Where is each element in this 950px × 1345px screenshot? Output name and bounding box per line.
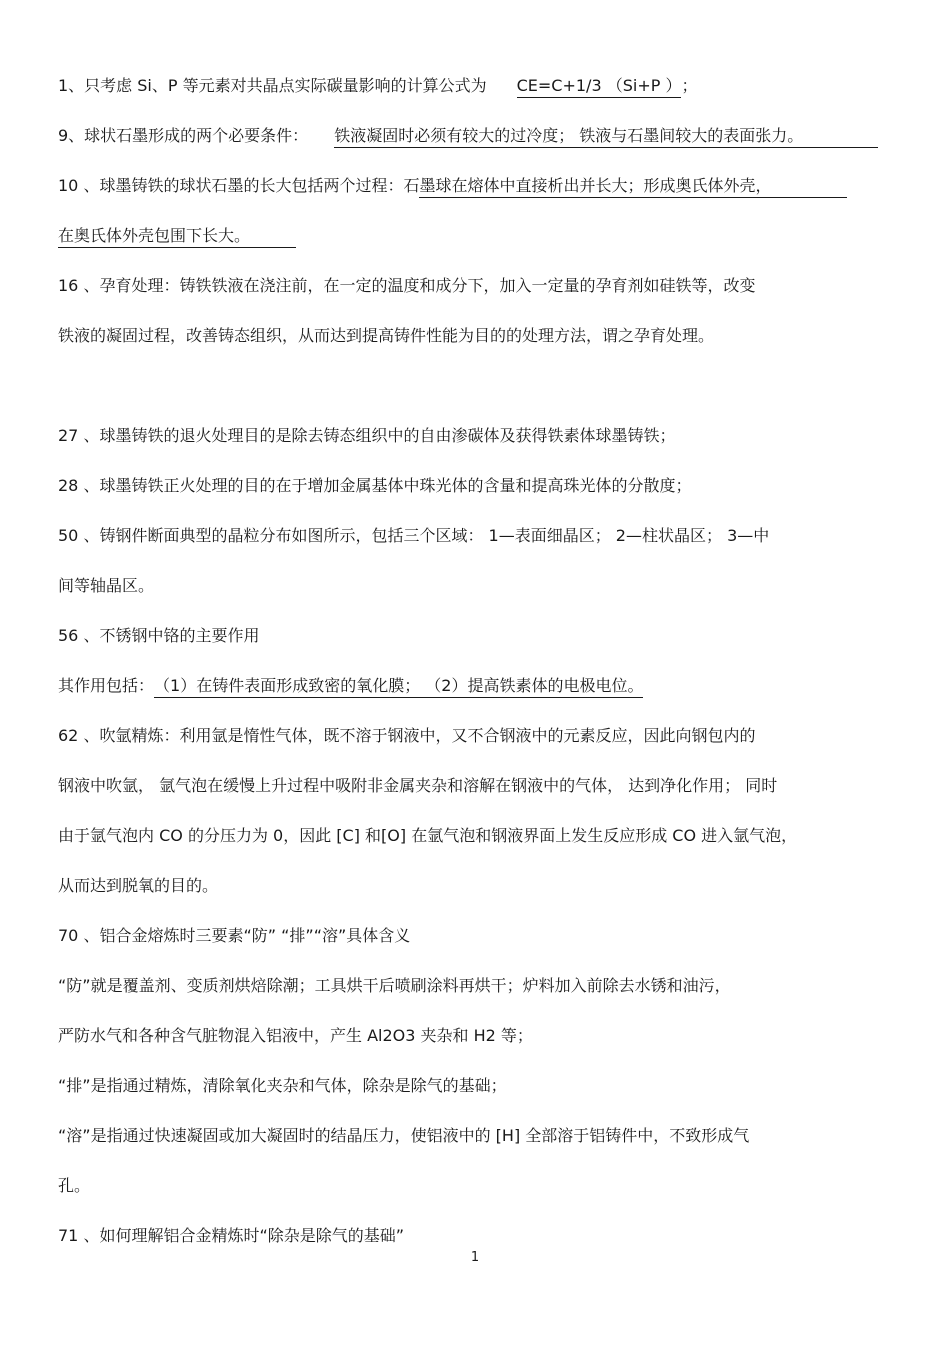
item-10-text: 10 、球墨铸铁的球状石墨的长大包括两个过程：石	[58, 176, 420, 195]
item-56-answer-line	[58, 675, 643, 698]
item-70-fang-line: “防”就是覆盖剂、变质剂烘焙除潮；工具烘干后喷刷涂料再烘干；炉料加入前除去水锈和油污，	[58, 976, 731, 995]
item-56-answer: （1）在铸件表面形成致密的氧化膜； （2）提高铁素体的电极电位。	[154, 676, 643, 698]
item-62-line: 62 、吹氩精炼：利用氩是惰性气体，既不溶于钢液中，又不合钢液中的元素反应，因此向钢包内的	[58, 726, 756, 745]
page-number: 1	[470, 1250, 480, 1265]
item-71-line: 71 、如何理解铝合金精炼时“除杂是除气的基础”	[58, 1226, 405, 1245]
item-10-answer: 墨球在熔体中直接析出并长大；形成奥氏体外壳，	[419, 176, 847, 198]
item-10-answer-cont: 在奥氏体外壳包围下长大。	[58, 226, 296, 248]
item-9-answer: 铁液凝固时必须有较大的过冷度； 铁液与石墨间较大的表面张力。	[334, 126, 878, 148]
item-16-line-2: 铁液的凝固过程，改善铸态组织，从而达到提高铸件性能为目的的处理方法，谓之孕育处理。	[58, 326, 715, 345]
item-70-rong-line-2: 孔。	[58, 1176, 91, 1195]
item-56-text: 其作用包括：	[58, 676, 155, 695]
item-16-line: 16 、孕育处理：铸铁铁液在浇注前，在一定的温度和成分下，加入一定量的孕育剂如硅铁等，改变	[58, 276, 756, 295]
item-56-line: 56 、不锈钢中铬的主要作用	[58, 626, 260, 645]
item-62-line-3: 由于氩气泡内 CO 的分压力为 0，因此 [C] 和[O] 在氩气泡和钢液界面上发生反应形成 CO 进入氩气泡，	[58, 826, 798, 845]
item-70-pai-line: “排”是指通过精炼，清除氧化夹杂和气体，除杂是除气的基础；	[58, 1076, 507, 1095]
item-70-fang-line-2: 严防水气和各种含气脏物混入铝液中，产生 Al2O3 夹杂和 H2 等；	[58, 1026, 533, 1045]
item-27-line: 27 、球墨铸铁的退火处理目的是除去铸态组织中的自由渗碳体及获得铁素体球墨铸铁；	[58, 426, 676, 445]
item-50-line: 50 、铸钢件断面典型的晶粒分布如图所示，包括三个区域： 1—表面细晶区； 2—柱状晶区； 3—中	[58, 526, 770, 545]
item-70-line: 70 、铝合金熔炼时三要素“防” “排”“溶”具体含义	[58, 926, 411, 945]
item-1-formula: CE=C+1/3 （Si+P ）	[517, 76, 682, 98]
item-62-line-2: 钢液中吹氩， 氩气泡在缓慢上升过程中吸附非金属夹杂和溶解在钢液中的气体， 达到净化作用； 同时	[58, 776, 778, 795]
item-62-line-4: 从而达到脱氧的目的。	[58, 876, 219, 895]
item-50-line-2: 间等轴晶区。	[58, 576, 155, 595]
item-1-end: ；	[681, 76, 698, 95]
item-10-line-2	[58, 225, 296, 248]
item-28-line: 28 、球墨铸铁正火处理的目的在于增加金属基体中珠光体的含量和提高珠光体的分散度；	[58, 476, 692, 495]
item-9-text: 9、球状石墨形成的两个必要条件：	[58, 126, 309, 145]
item-10-line	[58, 175, 847, 198]
item-1-text: 1、只考虑 Si、P 等元素对共晶点实际碳量影响的计算公式为	[58, 76, 487, 95]
item-70-rong-line: “溶”是指通过快速凝固或加大凝固时的结晶压力，使铝液中的 [H] 全部溶于铝铸件中，不致形成气	[58, 1126, 750, 1145]
item-9-line	[58, 125, 878, 148]
item-1-line	[58, 75, 697, 98]
